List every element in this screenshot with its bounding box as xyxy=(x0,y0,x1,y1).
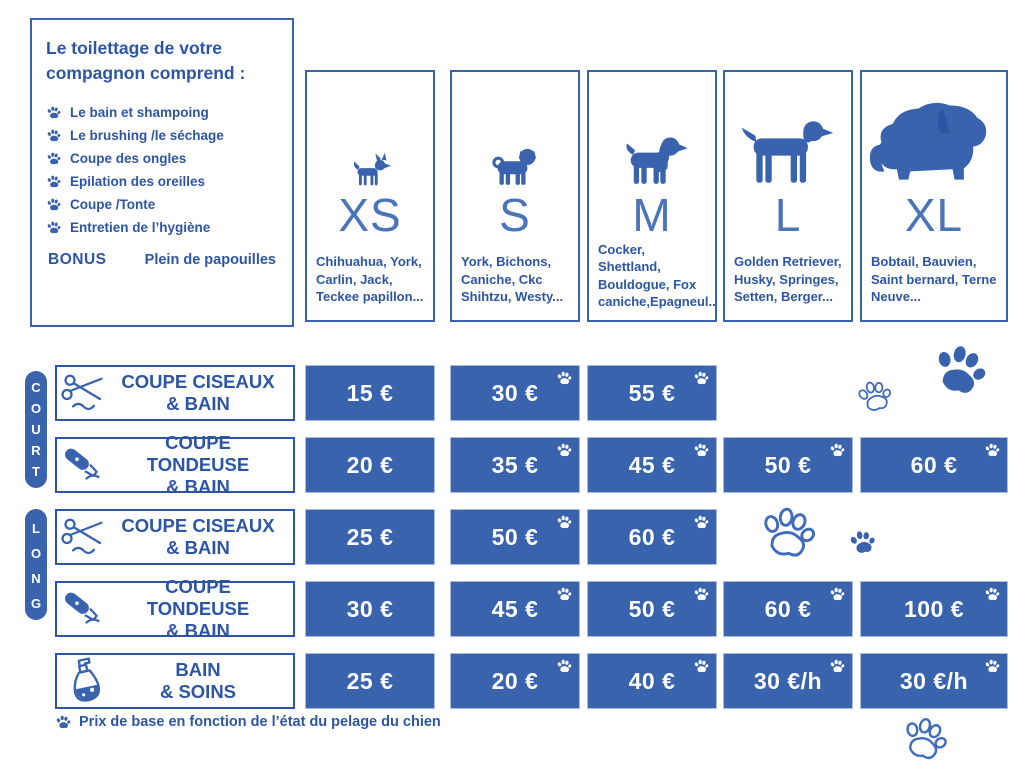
included-service-label: Entretien de l’hygiène xyxy=(70,219,211,235)
service-line2: & BAIN xyxy=(166,537,230,558)
pug-silhouette-icon xyxy=(484,140,546,190)
size-card-xs xyxy=(305,70,435,322)
price-note-paw-icon xyxy=(556,586,572,602)
price-note-paw-icon xyxy=(984,442,1000,458)
size-code: XS xyxy=(338,189,402,241)
price-cell xyxy=(587,365,717,421)
paw-bullet-icon xyxy=(46,197,61,212)
price-note-paw-icon xyxy=(693,370,709,386)
service-line2: & BAIN xyxy=(166,393,230,414)
size-card-l xyxy=(723,70,853,322)
price-value: 35 € xyxy=(491,451,539,478)
price-note-paw-icon xyxy=(829,586,845,602)
price-cell xyxy=(450,581,580,637)
price-note-paw-icon xyxy=(556,442,572,458)
price-value: 50 € xyxy=(628,595,676,622)
price-note-paw-icon xyxy=(693,658,709,674)
size-card-xl xyxy=(860,70,1008,322)
size-code: XL xyxy=(904,189,964,241)
coat-group-court xyxy=(25,371,47,488)
price-note-paw-icon xyxy=(693,442,709,458)
price-cell xyxy=(587,581,717,637)
size-breeds: Cocker, Shettland, Bouldogue, Fox caniche,Epagneul.. xyxy=(598,241,716,310)
service-box-coupe-ciseaux-court xyxy=(55,365,295,421)
chihuahua-silhouette-icon xyxy=(346,150,394,190)
price-note-paw-icon xyxy=(984,586,1000,602)
size-card-m xyxy=(587,70,717,322)
included-service-item xyxy=(32,124,292,147)
price-note-paw-icon xyxy=(556,514,572,530)
price-value: 50 € xyxy=(491,523,539,550)
included-service-item xyxy=(32,193,292,216)
size-code: S xyxy=(499,189,531,241)
price-value: 45 € xyxy=(491,595,539,622)
price-cell xyxy=(305,653,435,709)
price-value: 60 € xyxy=(764,595,812,622)
service-box-bain-soins xyxy=(55,653,295,709)
price-note-paw-icon xyxy=(829,658,845,674)
footnote xyxy=(55,714,441,730)
clipper-icon xyxy=(57,444,113,486)
price-cell xyxy=(723,581,853,637)
clipper-icon xyxy=(57,588,113,630)
service-line1: BAIN xyxy=(175,658,221,680)
scissors-icon xyxy=(57,372,113,414)
price-cell xyxy=(305,365,435,421)
included-service-item xyxy=(32,101,292,124)
included-service-label: Epilation des oreilles xyxy=(70,173,206,189)
price-cell xyxy=(450,437,580,493)
coat-group-label: COURT xyxy=(30,380,42,479)
price-value: 20 € xyxy=(491,667,539,694)
price-value: 20 € xyxy=(346,451,394,478)
included-service-item xyxy=(32,147,292,170)
price-value: 60 € xyxy=(910,451,958,478)
size-code: L xyxy=(774,189,802,241)
shampoo-bottle-icon xyxy=(57,656,113,706)
included-service-item xyxy=(32,216,292,239)
price-value: 40 € xyxy=(628,667,676,694)
included-services-box xyxy=(30,18,294,327)
paw-outline-icon xyxy=(853,375,896,418)
price-value: 50 € xyxy=(764,451,812,478)
price-note-paw-icon xyxy=(984,658,1000,674)
price-cell xyxy=(450,365,580,421)
bonus-value: Plein de papouilles xyxy=(144,251,276,268)
price-cell xyxy=(305,509,435,565)
size-breeds: York, Bichons, Caniche, Ckc Shihtzu, Westy... xyxy=(461,254,564,305)
service-line1: COUPE CISEAUX xyxy=(121,370,275,392)
size-breeds: Chihuahua, York, Carlin, Jack, Teckee papillon... xyxy=(316,254,424,305)
included-service-label: Le brushing /le séchage xyxy=(70,127,224,143)
price-cell xyxy=(587,509,717,565)
paw-filled-icon xyxy=(846,526,878,558)
price-cell xyxy=(587,653,717,709)
price-value: 30 €/h xyxy=(899,667,969,694)
paw-bullet-icon xyxy=(46,128,61,143)
paw-bullet-icon xyxy=(55,714,71,730)
service-box-coupe-tondeuse-court xyxy=(55,431,295,498)
bonus-label: BONUS xyxy=(48,250,107,268)
paw-bullet-icon xyxy=(46,151,61,166)
paw-outline-icon xyxy=(754,499,820,565)
service-line2: & SOINS xyxy=(159,681,237,702)
price-value: 25 € xyxy=(346,667,394,694)
service-box-coupe-tondeuse-long xyxy=(55,575,295,642)
coat-group-label: LONG xyxy=(30,521,42,611)
large-dog-silhouette-icon xyxy=(738,114,838,190)
price-cell xyxy=(450,509,580,565)
paw-bullet-icon xyxy=(46,220,61,235)
service-box-coupe-ciseaux-long xyxy=(55,509,295,565)
price-cell xyxy=(860,581,1008,637)
price-cell xyxy=(860,437,1008,493)
price-note-paw-icon xyxy=(556,658,572,674)
price-value: 30 €/h xyxy=(753,667,823,694)
size-breeds: Bobtail, Bauvien, Saint bernard, Terne Neuve... xyxy=(871,254,997,305)
service-line2: & BAIN xyxy=(166,620,230,642)
included-services-list xyxy=(32,101,292,239)
paw-bullet-icon xyxy=(46,105,61,120)
service-line1: COUPE TONDEUSE xyxy=(146,431,250,475)
price-cell xyxy=(723,653,853,709)
included-service-item xyxy=(32,170,292,193)
service-line1: COUPE CISEAUX xyxy=(121,514,275,536)
included-services-title: Le toilettage de votre compagnon comprend : xyxy=(46,38,246,84)
giant-dog-silhouette-icon xyxy=(867,97,1001,190)
size-code: M xyxy=(632,189,672,241)
price-value: 25 € xyxy=(346,523,394,550)
paw-outline-icon xyxy=(894,708,953,767)
included-service-label: Coupe des ongles xyxy=(70,150,187,166)
included-service-label: Le bain et shampoing xyxy=(70,104,209,120)
price-note-paw-icon xyxy=(693,586,709,602)
service-line2: & BAIN xyxy=(166,476,230,498)
size-breeds: Golden Retriever, Husky, Springes, Setten, Berger... xyxy=(734,254,842,305)
price-value: 45 € xyxy=(628,451,676,478)
paw-filled-icon xyxy=(924,334,994,404)
price-cell xyxy=(305,437,435,493)
price-value: 30 € xyxy=(491,379,539,406)
price-cell xyxy=(723,437,853,493)
price-value: 15 € xyxy=(346,379,394,406)
cocker-silhouette-icon xyxy=(614,129,690,190)
bonus-row xyxy=(32,239,292,269)
price-cell xyxy=(305,581,435,637)
price-cell xyxy=(860,653,1008,709)
service-line1: COUPE TONDEUSE xyxy=(146,575,250,619)
footnote-text: Prix de base en fonction de l’état du pelage du chien xyxy=(79,714,441,730)
coat-group-long xyxy=(25,509,47,620)
price-note-paw-icon xyxy=(693,514,709,530)
price-value: 60 € xyxy=(628,523,676,550)
size-card-s xyxy=(450,70,580,322)
paw-bullet-icon xyxy=(46,174,61,189)
included-service-label: Coupe /Tonte xyxy=(70,196,156,212)
price-value: 30 € xyxy=(346,595,394,622)
scissors-icon xyxy=(57,516,113,558)
price-cell xyxy=(450,653,580,709)
price-cell xyxy=(587,437,717,493)
price-note-paw-icon xyxy=(556,370,572,386)
price-value: 100 € xyxy=(903,595,965,622)
price-value: 55 € xyxy=(628,379,676,406)
price-note-paw-icon xyxy=(829,442,845,458)
